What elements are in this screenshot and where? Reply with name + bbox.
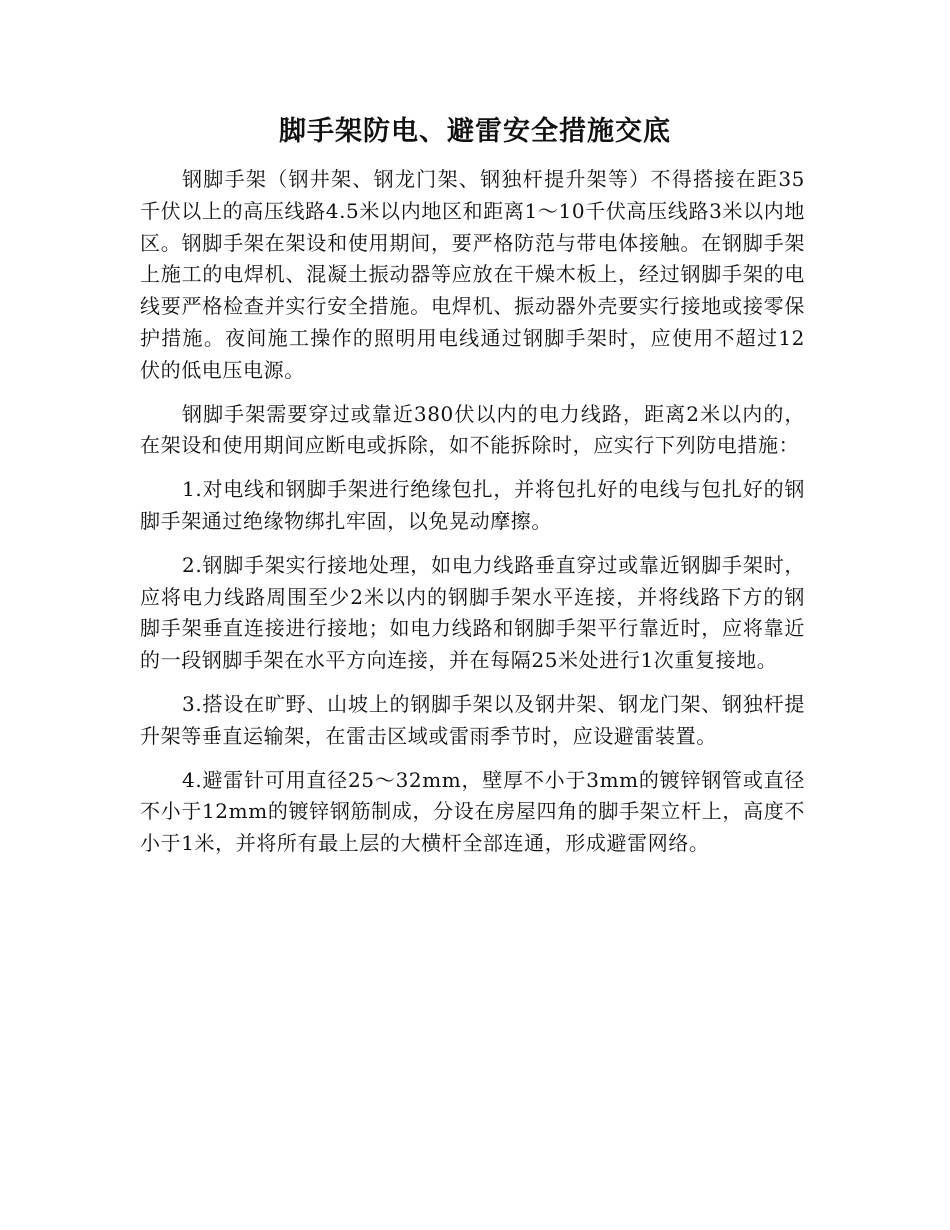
paragraph-lowvoltage-lines: 钢脚手架需要穿过或靠近380伏以内的电力线路，距离2米以内的，在架设和使用期间应断电或拆除，如不能拆除时，应实行下列防电措施： xyxy=(140,401,805,458)
paragraph-item-2: 2.钢脚手架实行接地处理，如电力线路垂直穿过或靠近钢脚手架时，应将电力线路周围至少2米以内的钢脚手架水平连接，并将线路下方的钢脚手架垂直连接进行接地；如电力线路和钢脚手架平行靠近时，应将靠近的一段钢脚手架在水平方向连接，并在每隔25米处进行1次重复接地。 xyxy=(140,552,805,673)
paragraph-item-1: 1.对电线和钢脚手架进行绝缘包扎，并将包扎好的电线与包扎好的钢脚手架通过绝缘物绑扎牢固，以免晃动摩擦。 xyxy=(140,477,805,533)
paragraph-item-4: 4.避雷针可用直径25～32mm，壁厚不小于3mm的镀锌钢管或直径不小于12mm的镀锌钢筋制成，分设在房屋四角的脚手架立杆上，高度不小于1米，并将所有最上层的大横杆全部连通，形成避雷网络。 xyxy=(140,767,805,856)
paragraph-intro: 钢脚手架（钢井架、钢龙门架、钢独杆提升架等）不得搭接在距35千伏以上的高压线路4.5米以内地区和距离1～10千伏高压线路3米以内地区。钢脚手架在架设和使用期间，要严格防范与带电体接触。在钢脚手架上施工的电焊机、混凝土振动器等应放在干燥木板上，经过钢脚手架的电线要严格检查并实行安全措施。电焊机、振动器外壳要实行接地或接零保护措施。夜间施工操作的照明用电线通过钢脚手架时，应使用不超过12伏的低电压电源。 xyxy=(140,167,805,382)
paragraph-item-3: 3.搭设在旷野、山坡上的钢脚手架以及钢井架、钢龙门架、钢独杆提升架等垂直运输架，在雷击区域或雷雨季节时，应设避雷装置。 xyxy=(140,691,805,748)
document-title: 脚手架防电、避雷安全措施交底 xyxy=(279,116,671,147)
document-body xyxy=(140,164,805,872)
